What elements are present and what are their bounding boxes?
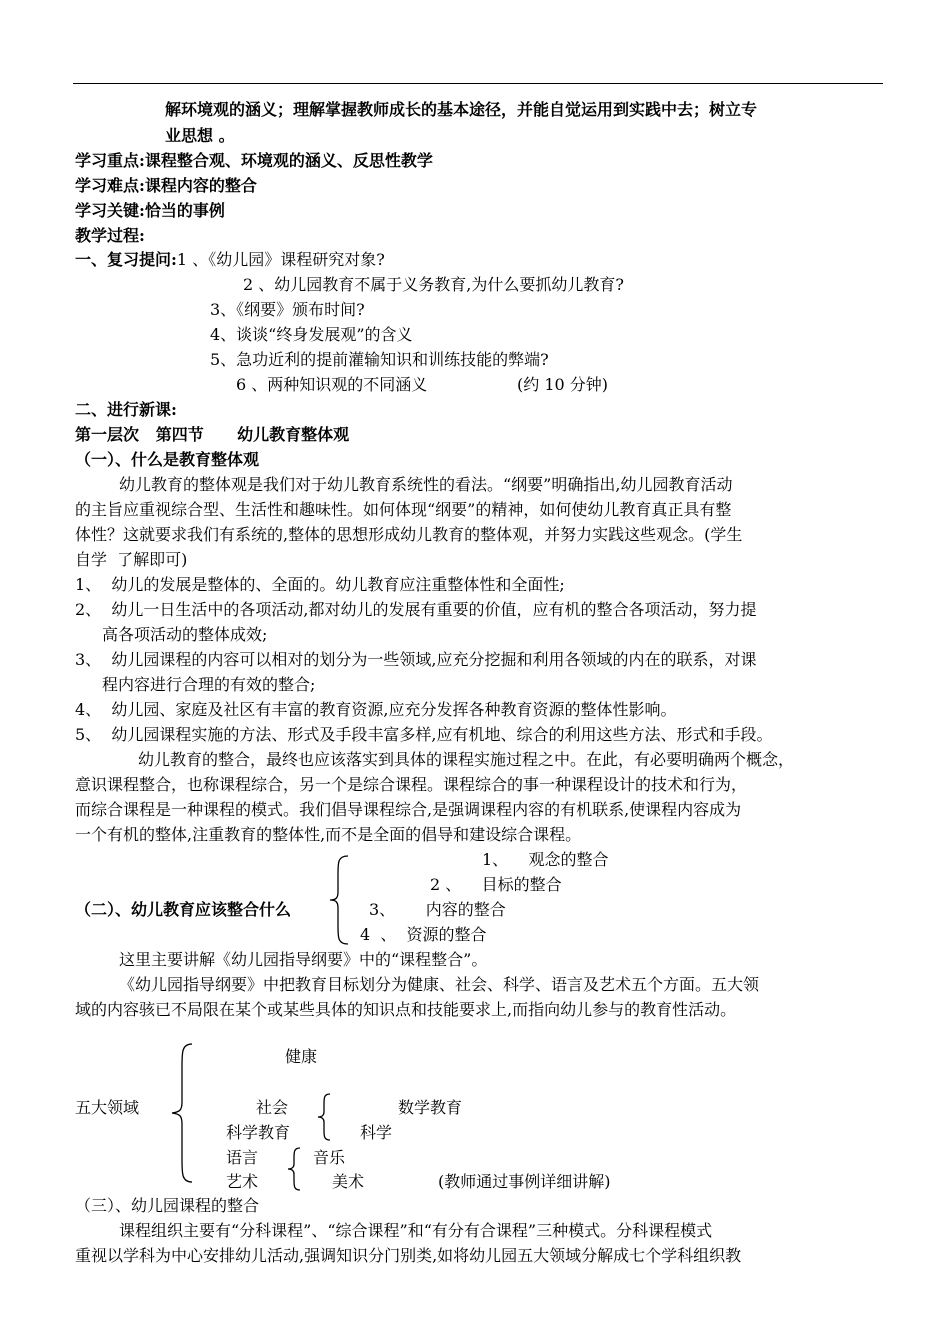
list-item-1: 1、 幼儿的发展是整体的、全面的。幼儿教育应注重整体性和全面性; bbox=[75, 575, 565, 594]
part2-para-2a: 《幼儿园指导纲要》中把教育目标划分为健康、社会、科学、语言及艺术五个方面。五大领 bbox=[119, 975, 760, 994]
review-q6: 6 、两种知识观的不同涵义 bbox=[236, 375, 428, 394]
objectives-line-1: 解环境观的涵义；理解掌握教师成长的基本途径，并能自觉运用到实践中去；树立专 bbox=[165, 100, 758, 119]
integration-brace bbox=[328, 854, 352, 946]
part1-para-line-3: 体性？这就要求我们有系统的,整体的思想形成幼儿教育的整体观，并努力实践这些观念。(学生 bbox=[75, 525, 743, 544]
section-heading: 第一层次 第四节 幼儿教育整体观 bbox=[75, 425, 350, 444]
sub-math-education: 数学教育 bbox=[398, 1098, 463, 1117]
domain-health: 健康 bbox=[285, 1047, 318, 1066]
difficulty-text: 课程内容的整合 bbox=[144, 176, 257, 195]
process-title: 教学过程: bbox=[75, 226, 145, 245]
difficulty-label: 学习难点: bbox=[75, 176, 145, 195]
review-line-1 bbox=[75, 248, 385, 272]
integration-item-3: 3、 内容的整合 bbox=[369, 900, 506, 919]
review-q5: 5、急功近利的提前灌输知识和训练技能的弊端? bbox=[210, 350, 549, 369]
art-brace bbox=[286, 1146, 304, 1192]
integration-item-1: 1、 观念的整合 bbox=[482, 850, 609, 869]
part2-para-2b: 域的内容骇已不局限在某个或某些具体的知识点和技能要求上,而指向幼儿参与的教育性活动。 bbox=[75, 1000, 737, 1019]
part1-para-line-4: 自学 了解即可) bbox=[75, 550, 188, 569]
domain-art: 艺术 bbox=[226, 1172, 259, 1191]
domains-root: 五大领域 bbox=[75, 1098, 140, 1117]
part1-para-line-1: 幼儿教育的整体观是我们对于幼儿教育系统性的看法。“纲要”明确指出,幼儿园教育活动 bbox=[119, 475, 733, 494]
header-rule bbox=[73, 83, 883, 84]
review-q1: 1 、《幼儿园》课程研究对象? bbox=[176, 250, 385, 269]
key-points-label: 学习重点: bbox=[75, 151, 145, 170]
review-q3: 3、《纲要》颁布时间? bbox=[210, 300, 365, 319]
part2-para-1: 这里主要讲解《幼儿园指导纲要》中的“课程整合”。 bbox=[119, 950, 488, 969]
review-q4: 4、谈谈“终身发展观”的含义 bbox=[210, 325, 413, 344]
part3-line-1: 课程组织主要有“分科课程”、“综合课程”和“有分有合课程”三种模式。分科课程模式 bbox=[119, 1221, 713, 1240]
key-text: 恰当的事例 bbox=[144, 201, 225, 220]
review-label: 一、复习提问: bbox=[75, 250, 177, 269]
part1-title: （一）、什么是教育整体观 bbox=[75, 450, 260, 469]
list-item-2: 2、 幼儿一日生活中的各项活动,都对幼儿的发展有重要的价值，应有机的整合各项活动，努力提 bbox=[75, 600, 757, 619]
diagram-note: (教师通过事例详细讲解) bbox=[438, 1172, 611, 1191]
domain-language: 语言 bbox=[226, 1148, 259, 1167]
sub-science: 科学 bbox=[360, 1123, 393, 1142]
list-item-2-cont: 高各项活动的整体成效; bbox=[102, 625, 268, 644]
list-item-5: 5、 幼儿园课程实施的方法、形式及手段丰富多样,应有机地、综合的利用这些方法、形式和手段。 bbox=[75, 725, 773, 744]
key bbox=[75, 199, 225, 223]
part1-para2-line-3: 而综合课程是一种课程的模式。我们倡导课程综合,是强调课程内容的有机联系,使课程内容成为 bbox=[75, 800, 742, 819]
domain-society: 社会 bbox=[256, 1098, 289, 1117]
domain-science-education: 科学教育 bbox=[226, 1123, 291, 1142]
list-item-3: 3、 幼儿园课程的内容可以相对的划分为一些领域,应充分挖掘和利用各领域的内在的联系，对课 bbox=[75, 650, 757, 669]
difficulty bbox=[75, 174, 257, 198]
integration-item-4: 4 、 资源的整合 bbox=[360, 925, 487, 944]
sub-fine-art: 美术 bbox=[332, 1172, 365, 1191]
part1-para2-line-4: 一个有机的整体,注重教育的整体性,而不是全面的倡导和建设综合课程。 bbox=[75, 825, 582, 844]
domains-brace bbox=[168, 1042, 198, 1184]
part1-para-line-2: 的主旨应重视综合型、生活性和趣味性。如何体现“纲要”的精神，如何使幼儿教育真正具有整 bbox=[75, 500, 732, 519]
sub-music: 音乐 bbox=[313, 1148, 346, 1167]
part1-para2-line-1: 幼儿教育的整合，最终也应该落实到具体的课程实施过程之中。在此，有必要明确两个概念， bbox=[138, 750, 795, 769]
society-brace bbox=[316, 1092, 334, 1142]
integration-item-2: 2 、 目标的整合 bbox=[430, 875, 562, 894]
review-q2: 2 、幼儿园教育不属于义务教育,为什么要抓幼儿教育? bbox=[243, 275, 624, 294]
key-label: 学习关键: bbox=[75, 201, 145, 220]
key-points-text: 课程整合观、环境观的涵义、反思性教学 bbox=[144, 151, 433, 170]
part3-line-2: 重视以学科为中心安排幼儿活动,强调知识分门别类,如将幼儿园五大领域分解成七个学科组织教 bbox=[75, 1246, 742, 1265]
list-item-4: 4、 幼儿园、家庭及社区有丰富的教育资源,应充分发挥各种教育资源的整体性影响。 bbox=[75, 700, 677, 719]
part2-title: （二）、幼儿教育应该整合什么 bbox=[75, 900, 292, 919]
key-points bbox=[75, 149, 433, 173]
new-lesson-heading: 二、进行新课: bbox=[75, 400, 177, 419]
part1-para2-line-2: 意识课程整合，也称课程综合，另一个是综合课程。课程综合的事一种课程设计的技术和行为， bbox=[75, 775, 748, 794]
review-q6-time: (约 10 分钟) bbox=[517, 375, 609, 394]
part3-title: （三）、幼儿园课程的整合 bbox=[75, 1196, 260, 1215]
list-item-3-cont: 程内容进行合理的有效的整合; bbox=[102, 675, 316, 694]
objectives-line-2: 业思想 。 bbox=[165, 126, 235, 145]
